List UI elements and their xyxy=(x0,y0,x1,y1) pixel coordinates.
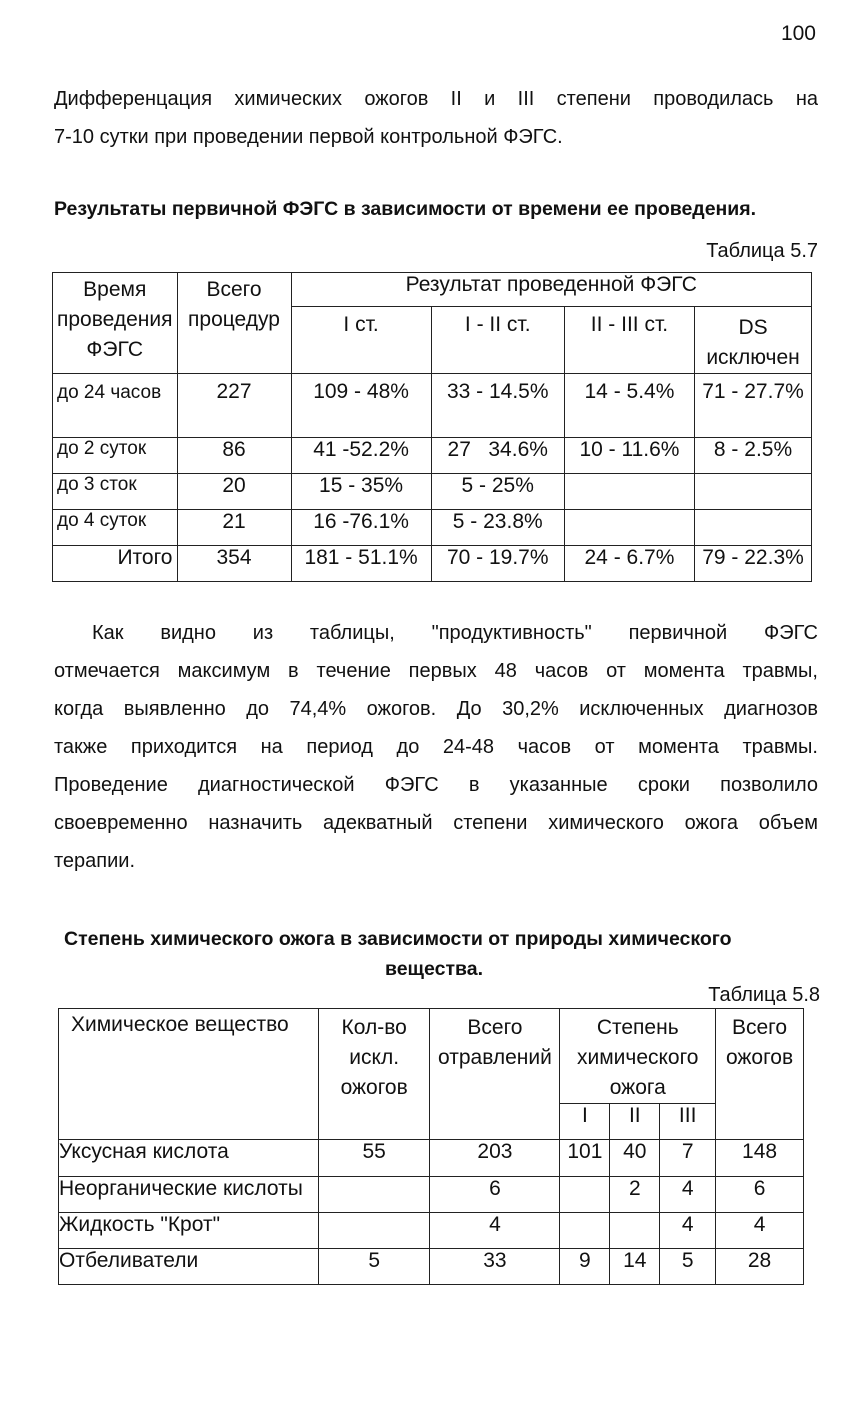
cell: 4 xyxy=(716,1213,804,1249)
cell: 71 - 27.7% xyxy=(695,374,812,438)
cell: 2 xyxy=(610,1177,660,1213)
th-substance: Химическое вещество xyxy=(59,1009,319,1140)
cell: 5 xyxy=(660,1249,716,1285)
table-row xyxy=(59,1213,804,1249)
intro-line: Дифференцация химических ожогов II и III степени проводилась на xyxy=(54,88,818,110)
body-paragraph xyxy=(54,614,818,880)
cell: 203 xyxy=(430,1140,560,1177)
th-total xyxy=(177,273,291,374)
th-degree-iii: III xyxy=(660,1104,716,1140)
table-row xyxy=(59,1249,804,1285)
row-substance: Неорганические кислоты xyxy=(59,1177,319,1213)
th-result: Результат проведенной ФЭГС xyxy=(291,273,812,307)
cell: 33 xyxy=(430,1249,560,1285)
table-row xyxy=(53,546,812,582)
cell: 4 xyxy=(660,1177,716,1213)
th-total-burns: Всего ожогов xyxy=(716,1009,804,1140)
cell xyxy=(610,1213,660,1249)
cell xyxy=(318,1213,430,1249)
cell: 181 - 51.1% xyxy=(291,546,431,582)
cell: 9 xyxy=(560,1249,610,1285)
cell xyxy=(560,1177,610,1213)
th-degree-i: I xyxy=(560,1104,610,1140)
row-substance: Отбеливатели xyxy=(59,1249,319,1285)
cell: 5 xyxy=(318,1249,430,1285)
cell xyxy=(560,1213,610,1249)
cell: 24 - 6.7% xyxy=(564,546,694,582)
cell: 7 xyxy=(660,1140,716,1177)
th-sub: DS исключен xyxy=(695,307,812,374)
table-row xyxy=(53,438,812,474)
row-time: до 3 сток xyxy=(53,474,178,510)
cell: 40 xyxy=(610,1140,660,1177)
cell xyxy=(695,474,812,510)
table-row xyxy=(59,1140,804,1177)
table1-label: Таблица 5.7 xyxy=(706,240,818,262)
cell: 27 34.6% xyxy=(431,438,564,474)
row-substance: Уксусная кислота xyxy=(59,1140,319,1177)
cell xyxy=(564,510,694,546)
intro-paragraph xyxy=(54,80,818,156)
row-time: до 24 часов xyxy=(53,374,178,438)
table2 xyxy=(58,1008,804,1285)
row-total: 227 xyxy=(177,374,291,438)
row-total: 354 xyxy=(177,546,291,582)
cell: 109 - 48% xyxy=(291,374,431,438)
body-line: терапии. xyxy=(54,850,136,872)
th-degree-ii: II xyxy=(610,1104,660,1140)
th-time-text: Время проведения ФЭГС xyxy=(57,278,173,361)
cell: 28 xyxy=(716,1249,804,1285)
body-line: также приходится на период до 24-48 часов от момента травмы. xyxy=(54,736,818,758)
row-total: 21 xyxy=(177,510,291,546)
th-sub: II - III ст. xyxy=(564,307,694,374)
table1 xyxy=(52,272,812,582)
table-row xyxy=(53,474,812,510)
body-line: когда выявленно до 74,4% ожогов. До 30,2% исключенных диагнозов xyxy=(54,698,818,720)
body-line: Как видно из таблицы, "продуктивность" первичной ФЭГС xyxy=(92,622,818,644)
body-line: Проведение диагностической ФЭГС в указанные сроки позволило xyxy=(54,774,818,796)
cell xyxy=(695,510,812,546)
cell: 4 xyxy=(430,1213,560,1249)
cell: 14 - 5.4% xyxy=(564,374,694,438)
cell: 55 xyxy=(318,1140,430,1177)
cell: 5 - 23.8% xyxy=(431,510,564,546)
th-sub: I ст. xyxy=(291,307,431,374)
row-time: Итого xyxy=(53,546,178,582)
cell: 41 -52.2% xyxy=(291,438,431,474)
cell: 101 xyxy=(560,1140,610,1177)
row-total: 20 xyxy=(177,474,291,510)
cell xyxy=(564,474,694,510)
row-time: до 4 суток xyxy=(53,510,178,546)
cell: 4 xyxy=(660,1213,716,1249)
table2-caption-2: вещества. xyxy=(384,958,483,980)
table-row xyxy=(53,510,812,546)
row-total: 86 xyxy=(177,438,291,474)
body-line: своевременно назначить адекватный степени химического ожога объем xyxy=(54,812,818,834)
th-sub: I - II ст. xyxy=(431,307,564,374)
cell: 79 - 22.3% xyxy=(695,546,812,582)
cell: 5 - 25% xyxy=(431,474,564,510)
th-total-text: Всего процедур xyxy=(188,278,280,331)
cell: 70 - 19.7% xyxy=(431,546,564,582)
th-poisonings: Всего отравлений xyxy=(430,1009,560,1140)
cell: 10 - 11.6% xyxy=(564,438,694,474)
th-time xyxy=(53,273,178,374)
page-number: 100 xyxy=(780,22,816,45)
table2-label: Таблица 5.8 xyxy=(708,984,820,1006)
cell: 15 - 35% xyxy=(291,474,431,510)
table-row xyxy=(53,374,812,438)
cell: 14 xyxy=(610,1249,660,1285)
cell xyxy=(318,1177,430,1213)
cell: 16 -76.1% xyxy=(291,510,431,546)
cell: 6 xyxy=(716,1177,804,1213)
body-line: отмечается максимум в течение первых 48 часов от момента травмы, xyxy=(54,660,818,682)
row-substance: Жидкость "Крот" xyxy=(59,1213,319,1249)
cell: 33 - 14.5% xyxy=(431,374,564,438)
cell: 8 - 2.5% xyxy=(695,438,812,474)
table2-caption: Степень химического ожога в зависимости от природы химического xyxy=(64,928,732,950)
cell: 6 xyxy=(430,1177,560,1213)
th-degree: Степень химического ожога xyxy=(560,1009,716,1104)
cell: 148 xyxy=(716,1140,804,1177)
th-excluded: Кол-во искл. ожогов xyxy=(318,1009,430,1140)
intro-line: 7-10 сутки при проведении первой контрольной ФЭГС. xyxy=(54,126,563,148)
row-time: до 2 суток xyxy=(53,438,178,474)
table1-caption: Результаты первичной ФЭГС в зависимости от времени ее проведения. xyxy=(54,198,757,220)
table-row xyxy=(59,1177,804,1213)
